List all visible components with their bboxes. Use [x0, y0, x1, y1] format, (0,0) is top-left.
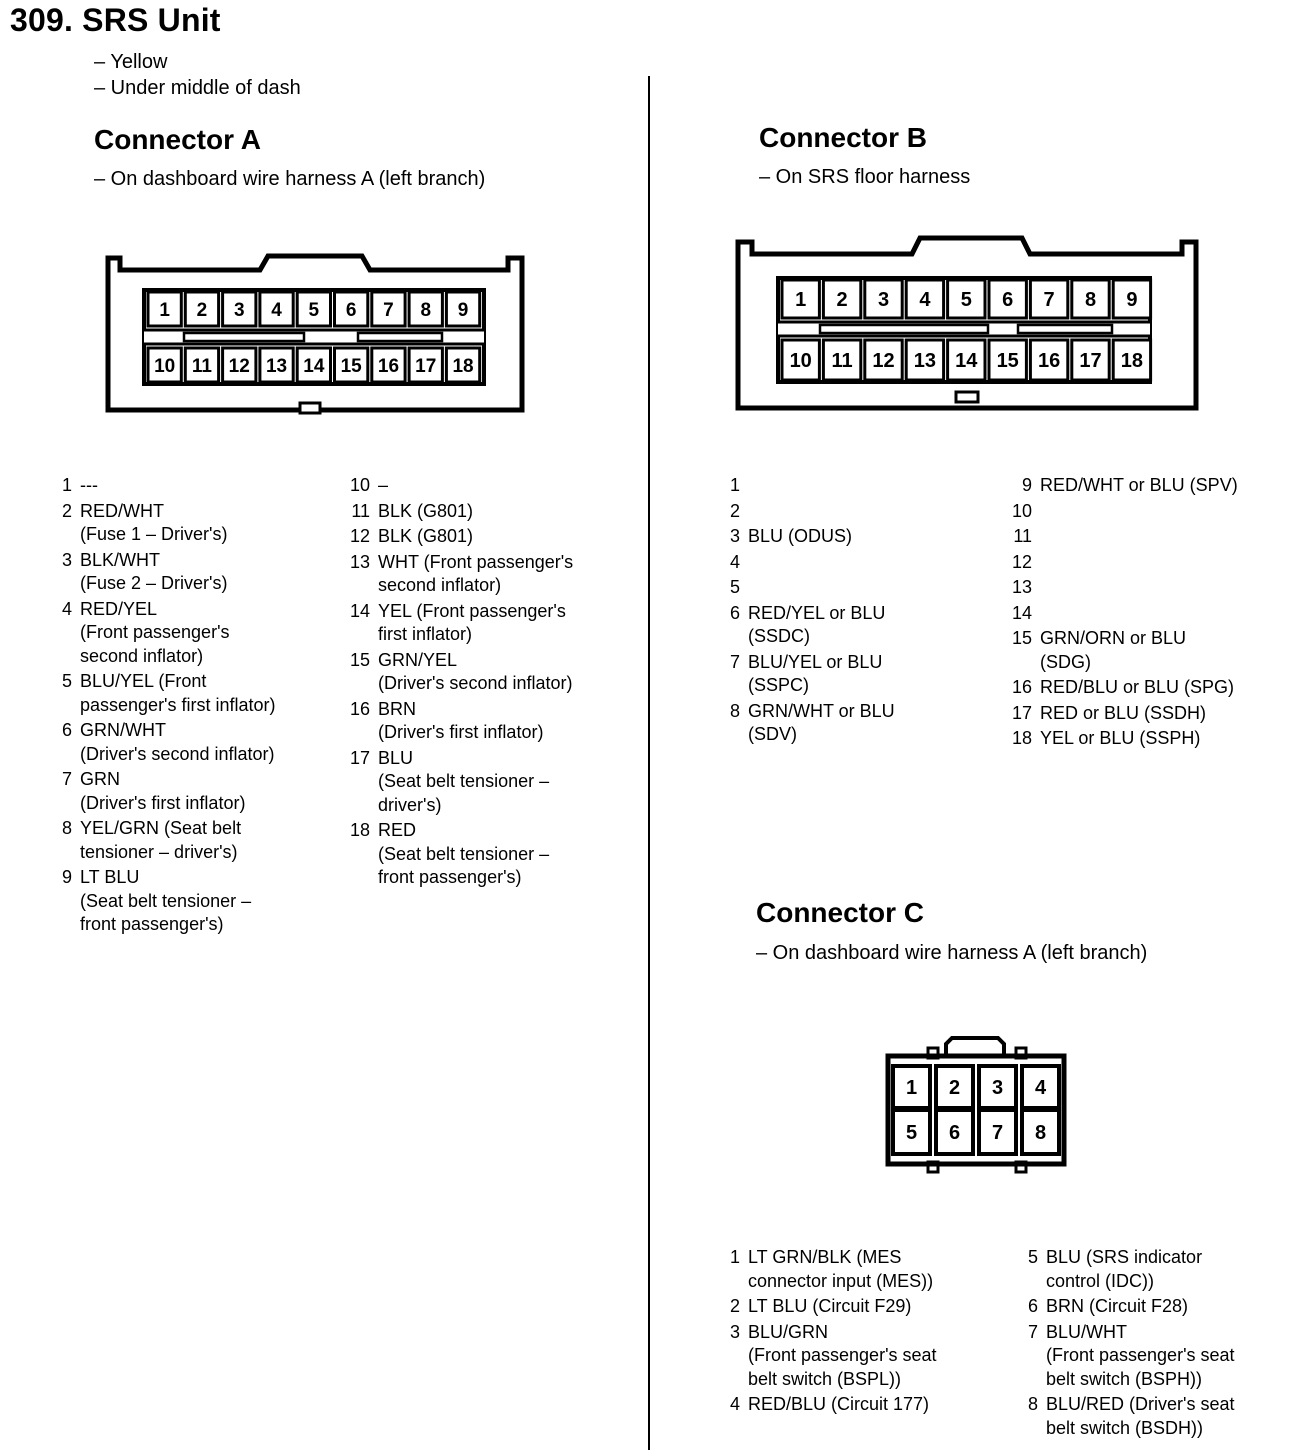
- pin-number: 4: [61, 598, 72, 619]
- pin-number: 8: [1027, 1394, 1038, 1414]
- pin-description: [748, 576, 753, 600]
- connector-b-pin-5: [716, 576, 1016, 600]
- pin-description: GRN/YEL (Driver's second inflator): [378, 649, 573, 693]
- connector-c-pin-label-8: 8: [1034, 1122, 1047, 1145]
- pin-description: RED/WHT (Fuse 1 – Driver's): [80, 500, 228, 544]
- pin-number: 16: [349, 698, 370, 719]
- connector-a-pin-3: [48, 549, 348, 596]
- connector-a-pin-label-15: 15: [340, 355, 362, 377]
- pin-number: 10: [349, 475, 370, 495]
- pin-description: RED/YEL (Front passenger's second inflator): [80, 598, 230, 666]
- connector-a-pin-label-16: 16: [377, 355, 400, 377]
- connector-c-pin-label-1: 1: [905, 1077, 918, 1100]
- connector-a-pin-label-5: 5: [308, 299, 320, 321]
- pin-number: 7: [61, 769, 72, 789]
- connector-c-pin-6: [1014, 1295, 1312, 1319]
- connector-b-pin-list-right: [1008, 474, 1308, 753]
- connector-a-pin-5: [48, 670, 348, 717]
- pin-number: 18: [1011, 728, 1032, 748]
- connector-b-pin-12: [1008, 551, 1308, 575]
- connector-b-pin-label-2: 2: [836, 289, 848, 312]
- pin-number: 8: [729, 700, 740, 721]
- pin-description: [1040, 602, 1045, 626]
- connector-b-pin-label-13: 13: [913, 350, 937, 373]
- pin-description: BLU (ODUS): [748, 526, 853, 546]
- connector-a-pin-4: [48, 598, 348, 669]
- pin-description: LT GRN/BLK (MES connector input (MES)): [748, 1247, 934, 1291]
- pin-number: 13: [1011, 577, 1032, 597]
- pin-description: BRN (Circuit F28): [1046, 1296, 1189, 1316]
- connector-b-pin-10: [1008, 500, 1308, 524]
- connector-b-pin-4: [716, 551, 1016, 575]
- pin-description: RED/BLU (Circuit 177): [748, 1394, 930, 1414]
- pin-number: 1: [729, 475, 740, 495]
- connector-b-pin-label-5: 5: [960, 289, 972, 312]
- connector-a-pin-label-6: 6: [345, 299, 357, 321]
- connector-a-pin-2: [48, 500, 348, 547]
- pin-description: GRN/WHT (Driver's second inflator): [80, 720, 275, 764]
- connector-a-pin-10: [346, 474, 646, 498]
- pin-description: [748, 500, 753, 524]
- connector-b-pin-label-17: 17: [1079, 350, 1102, 373]
- pin-number: 7: [1027, 1321, 1038, 1342]
- connector-b-pin-label-11: 11: [831, 350, 853, 373]
- connector-b-pin-14: [1008, 602, 1308, 626]
- pin-description: LT BLU (Seat belt tensioner – front passenger's): [80, 867, 252, 934]
- connector-b-pin-label-16: 16: [1037, 350, 1061, 373]
- pin-number: 2: [729, 1296, 740, 1316]
- connector-a-pin-list-left: [48, 474, 348, 939]
- pin-description: [748, 551, 753, 575]
- pin-number: 6: [1027, 1296, 1038, 1316]
- connector-c-pin-8: [1014, 1393, 1312, 1440]
- connector-c-diagram: [880, 1030, 1072, 1178]
- pin-description: LT BLU (Circuit F29): [748, 1296, 912, 1316]
- pin-number: 10: [1011, 500, 1032, 521]
- pin-description: BLU/RED (Driver's seat belt switch (BSDH)): [1046, 1394, 1235, 1438]
- connector-b-location: – On SRS floor harness: [759, 166, 971, 188]
- pin-number: 12: [1011, 551, 1032, 572]
- pin-description: RED/YEL or BLU (SSDC): [748, 602, 886, 646]
- connector-b-pin-8: [716, 700, 1016, 747]
- connector-b-pin-1: [716, 474, 1016, 498]
- connector-a-pin-label-11: 11: [191, 355, 212, 377]
- connector-b-pin-label-14: 14: [955, 350, 978, 373]
- connector-c-pin-list-left: [716, 1246, 1016, 1419]
- connector-a-pin-label-2: 2: [196, 299, 208, 321]
- connector-b-pin-label-18: 18: [1120, 350, 1144, 373]
- pin-description: YEL/GRN (Seat belt tensioner – driver's): [80, 818, 242, 862]
- connector-c-pin-7: [1014, 1321, 1312, 1392]
- connector-c-pin-2: [716, 1295, 1016, 1319]
- connector-b-pin-label-7: 7: [1043, 289, 1055, 312]
- connector-b-pin-label-1: 1: [795, 289, 807, 312]
- pin-number: 1: [61, 475, 72, 495]
- pin-number: 5: [1027, 1247, 1038, 1267]
- connector-a-pin-15: [346, 649, 646, 696]
- connector-b-pin-15: [1008, 627, 1308, 674]
- pin-number: 14: [349, 600, 370, 621]
- pin-number: 6: [61, 720, 72, 740]
- connector-a-pin-8: [48, 817, 348, 864]
- pin-number: 11: [1013, 526, 1032, 546]
- connector-b-pin-label-10: 10: [789, 350, 812, 373]
- pin-number: 15: [349, 649, 370, 670]
- pin-description: BLU (SRS indicator control (IDC)): [1046, 1247, 1203, 1291]
- connector-a-diagram: [100, 248, 532, 418]
- pin-description: YEL or BLU (SSPH): [1040, 728, 1201, 748]
- pin-description: BLU/WHT (Front passenger's seat belt switch (BSPH)): [1046, 1321, 1235, 1389]
- pin-number: 8: [61, 818, 72, 838]
- connector-a-pin-13: [346, 551, 646, 598]
- pin-description: BLU/GRN (Front passenger's seat belt switch (BSPL)): [748, 1321, 937, 1389]
- pin-number: 18: [349, 820, 370, 840]
- pin-number: 15: [1011, 628, 1032, 648]
- connector-a-pin-label-14: 14: [303, 355, 325, 377]
- connector-a-pin-9: [48, 866, 348, 937]
- connector-a-pin-6: [48, 719, 348, 766]
- pin-number: 2: [729, 500, 740, 521]
- pin-description: BRN (Driver's first inflator): [378, 698, 544, 742]
- connector-a-pin-label-4: 4: [271, 299, 282, 321]
- pin-description: BLU (Seat belt tensioner – driver's): [378, 747, 550, 815]
- connector-b-pin-9: [1008, 474, 1308, 498]
- connector-a-pin-label-9: 9: [457, 299, 469, 321]
- pin-description: BLK (G801): [378, 526, 474, 546]
- connector-c-pin-label-5: 5: [905, 1122, 918, 1145]
- connector-b-pin-label-4: 4: [919, 289, 931, 312]
- connector-b-pin-label-6: 6: [1002, 289, 1014, 312]
- unit-color: – Yellow: [94, 51, 168, 73]
- connector-a-pin-label-12: 12: [228, 355, 250, 377]
- connector-c-pin-label-7: 7: [991, 1122, 1004, 1145]
- pin-number: 9: [1021, 475, 1032, 495]
- pin-description: [748, 474, 753, 498]
- pin-description: [1040, 576, 1045, 600]
- connector-c-pin-1: [716, 1246, 1016, 1293]
- connector-a-pin-list-right: [346, 474, 646, 892]
- pin-description: BLK (G801): [378, 500, 474, 521]
- pin-description: YEL (Front passenger's first inflator): [378, 600, 566, 644]
- connector-a-pin-16: [346, 698, 646, 745]
- connector-b-diagram: [730, 232, 1202, 416]
- connector-c-pin-list-right: [1014, 1246, 1312, 1442]
- connector-a-pin-label-3: 3: [233, 299, 245, 321]
- connector-a-pin-label-8: 8: [420, 299, 432, 321]
- pin-number: 7: [729, 651, 740, 672]
- connector-c-pin-5: [1014, 1246, 1312, 1293]
- connector-c-heading: Connector C: [756, 897, 924, 928]
- connector-a-heading: Connector A: [94, 124, 261, 155]
- pin-number: 6: [729, 602, 740, 623]
- pin-description: GRN (Driver's first inflator): [80, 769, 246, 813]
- connector-a-pin-11: [346, 500, 646, 524]
- connector-a-pin-7: [48, 768, 348, 815]
- connector-c-pin-label-6: 6: [948, 1122, 961, 1145]
- connector-a-pin-label-7: 7: [383, 299, 394, 321]
- pin-description: RED (Seat belt tensioner – front passenger's): [378, 820, 550, 887]
- pin-number: 4: [729, 1394, 740, 1414]
- pin-description: [1040, 500, 1045, 524]
- pin-number: 3: [729, 1321, 740, 1342]
- pin-description: RED/BLU or BLU (SPG): [1040, 677, 1235, 697]
- pin-number: 13: [349, 551, 370, 572]
- connector-b-pin-16: [1008, 676, 1308, 700]
- connector-b-pin-label-3: 3: [877, 289, 890, 312]
- pin-description: [1040, 525, 1045, 549]
- connector-b-heading: Connector B: [759, 122, 927, 153]
- pin-number: 5: [61, 671, 72, 691]
- connector-a-pin-label-18: 18: [452, 355, 474, 377]
- connector-a-pin-1: [48, 474, 348, 498]
- pin-number: 5: [729, 577, 740, 597]
- pin-description: BLU/YEL or BLU (SSPC): [748, 651, 883, 695]
- pin-description: RED or BLU (SSDH): [1040, 702, 1207, 723]
- pin-number: 11: [351, 500, 370, 521]
- connector-c-pin-label-2: 2: [948, 1077, 961, 1100]
- connector-b-pin-11: [1008, 525, 1308, 549]
- connector-a-pin-17: [346, 747, 646, 818]
- pin-number: 17: [349, 747, 370, 768]
- pin-description: BLK/WHT (Fuse 2 – Driver's): [80, 549, 228, 593]
- pin-number: 16: [1011, 677, 1032, 697]
- pin-description: ---: [80, 475, 98, 495]
- pin-number: 14: [1011, 602, 1032, 623]
- pin-number: 2: [61, 500, 72, 521]
- connector-a-pin-18: [346, 819, 646, 890]
- unit-location: – Under middle of dash: [94, 77, 301, 99]
- pin-description: WHT (Front passenger's second inflator): [378, 551, 574, 595]
- connector-a-pin-12: [346, 525, 646, 549]
- connector-b-pin-18: [1008, 727, 1308, 751]
- pin-number: 1: [729, 1247, 740, 1267]
- connector-b-pin-6: [716, 602, 1016, 649]
- pin-number: 3: [729, 526, 740, 546]
- pin-description: –: [378, 475, 389, 495]
- connector-b-pin-label-9: 9: [1126, 289, 1138, 312]
- connector-a-pin-label-1: 1: [159, 299, 170, 321]
- connector-a-pin-14: [346, 600, 646, 647]
- connector-b-pin-17: [1008, 702, 1308, 726]
- connector-a-location: – On dashboard wire harness A (left branch): [94, 168, 486, 190]
- connector-b-pin-13: [1008, 576, 1308, 600]
- page-title: 309. SRS Unit: [10, 2, 221, 38]
- connector-a-pin-label-13: 13: [265, 355, 288, 377]
- pin-number: 17: [1011, 702, 1032, 723]
- connector-b-pin-7: [716, 651, 1016, 698]
- pin-description: RED/WHT or BLU (SPV): [1040, 475, 1238, 495]
- connector-c-location: – On dashboard wire harness A (left branch): [756, 942, 1148, 964]
- pin-description: [1040, 551, 1045, 575]
- pin-number: 12: [349, 526, 370, 546]
- connector-b-pin-label-8: 8: [1084, 289, 1097, 312]
- connector-c-pin-label-3: 3: [991, 1077, 1004, 1100]
- column-divider: [648, 76, 650, 1450]
- connector-c-pin-3: [716, 1321, 1016, 1392]
- connector-c-pin-label-4: 4: [1034, 1077, 1047, 1100]
- connector-b-pin-list-left: [716, 474, 1016, 749]
- pin-number: 3: [61, 549, 72, 570]
- pin-description: GRN/ORN or BLU (SDG): [1040, 628, 1187, 672]
- connector-b-pin-label-12: 12: [872, 350, 895, 373]
- connector-a-pin-label-10: 10: [154, 355, 176, 377]
- pin-description: BLU/YEL (Front passenger's first inflator): [80, 671, 276, 715]
- connector-a-pin-label-17: 17: [415, 355, 437, 377]
- pin-description: GRN/WHT or BLU (SDV): [748, 700, 895, 744]
- pin-number: 4: [729, 551, 740, 572]
- connector-c-pin-4: [716, 1393, 1016, 1417]
- pin-number: 9: [61, 867, 72, 887]
- connector-b-pin-3: [716, 525, 1016, 549]
- connector-b-pin-2: [716, 500, 1016, 524]
- connector-b-pin-label-15: 15: [996, 350, 1019, 373]
